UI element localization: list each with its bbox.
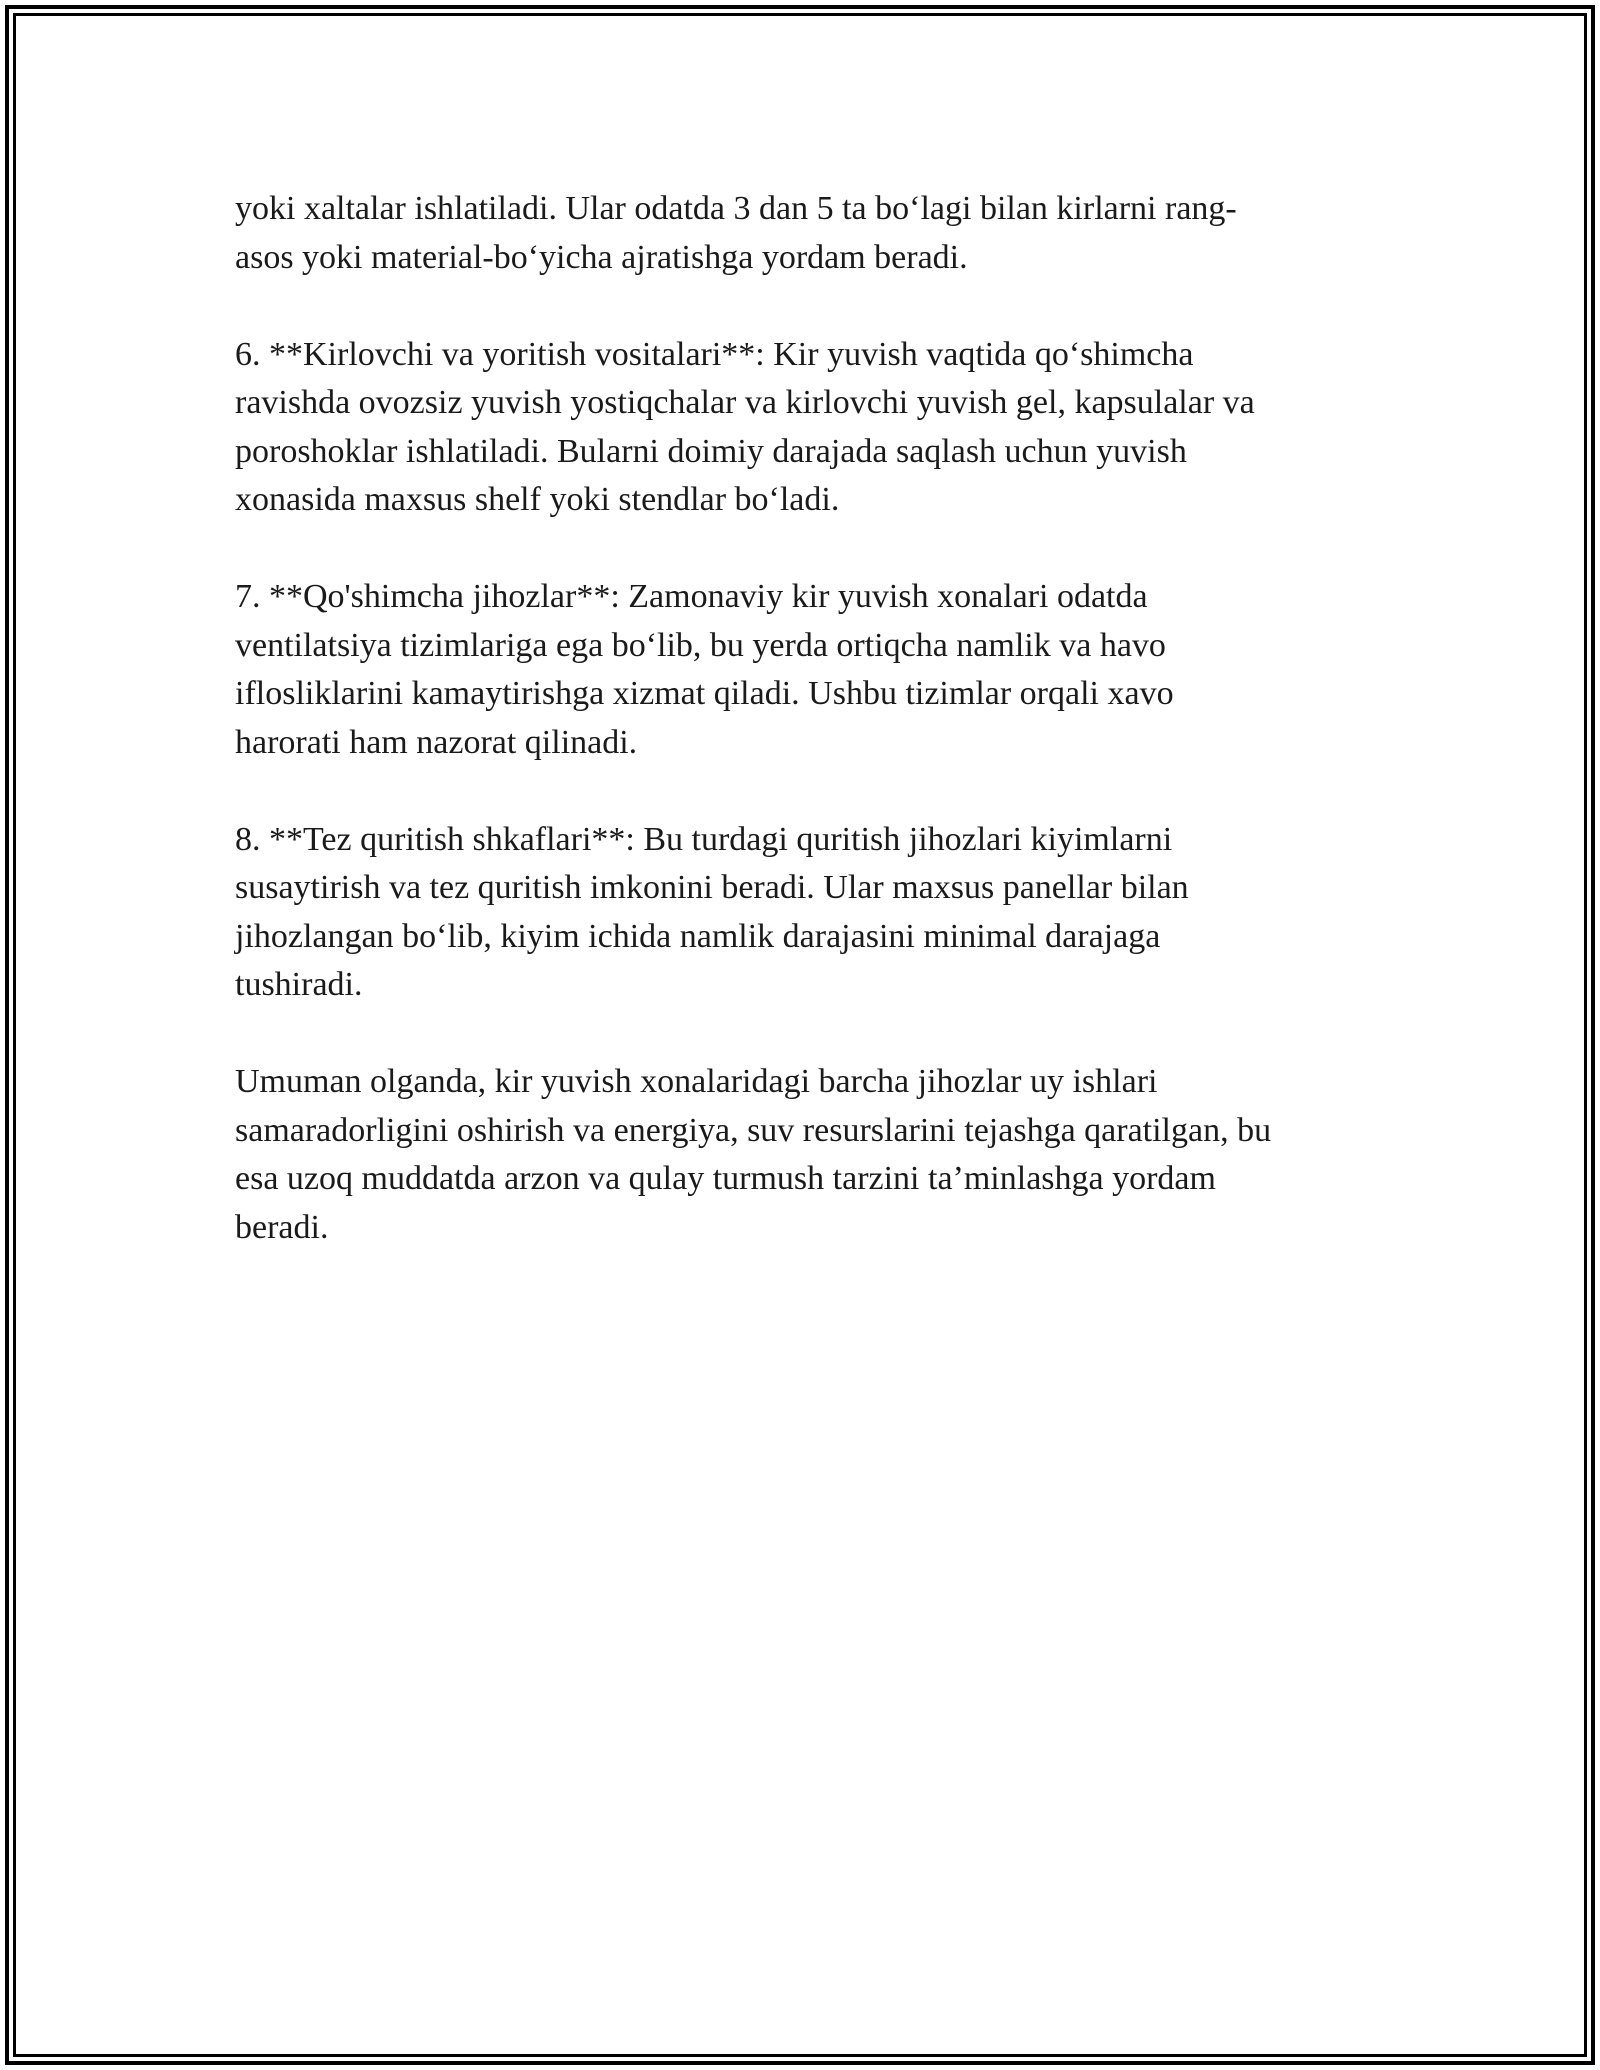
paragraph-item-8: 8. **Tez quritish shkaflari**: Bu turdagi quritish jihozlari kiyimlarni susaytirish va tez quritish imkonini beradi. Ular maxsus panellar bilan jihozlangan bo‘lib, kiyim ichida namlik darajasini minimal darajaga tushiradi.	[235, 820, 1189, 1003]
paragraph-item-7: 7. **Qo'shimcha jihozlar**: Zamonaviy kir yuvish xonalari odatda ventilatsiya tizimlariga ega bo‘lib, bu yerda ortiqcha namlik va havo iflosliklarini kamaytirishga xizmat qiladi. Ushbu tizimlar orqali xavo harorati ham nazorat qilinadi.	[235, 578, 1174, 761]
paragraph-conclusion: Umuman olganda, kir yuvish xonalaridagi barcha jihozlar uy ishlari samaradorligini oshirish va energiya, suv resurslarini tejashga qaratilgan, bu esa uzoq muddatda arzon va qulay turmush tarzini ta’minlashga yordam beradi.	[235, 1063, 1272, 1246]
document-body	[235, 185, 1365, 1301]
paragraph-item-6: 6. **Kirlovchi va yoritish vositalari**: Kir yuvish vaqtida qo‘shimcha ravishda ovozsiz yuvish yostiqchalar va kirlovchi yuvish gel, kapsulalar va poroshoklar ishlatiladi. Bularni doimiy darajada saqlash uchun yuvish xonasida maxsus shelf yoki stendlar bo‘ladi.	[235, 335, 1255, 518]
paragraph-continuation: yoki xaltalar ishlatiladi. Ular odatda 3 dan 5 ta bo‘lagi bilan kirlarni rang- asos yoki material-bo‘yicha ajratishga yordam beradi.	[235, 190, 1237, 276]
